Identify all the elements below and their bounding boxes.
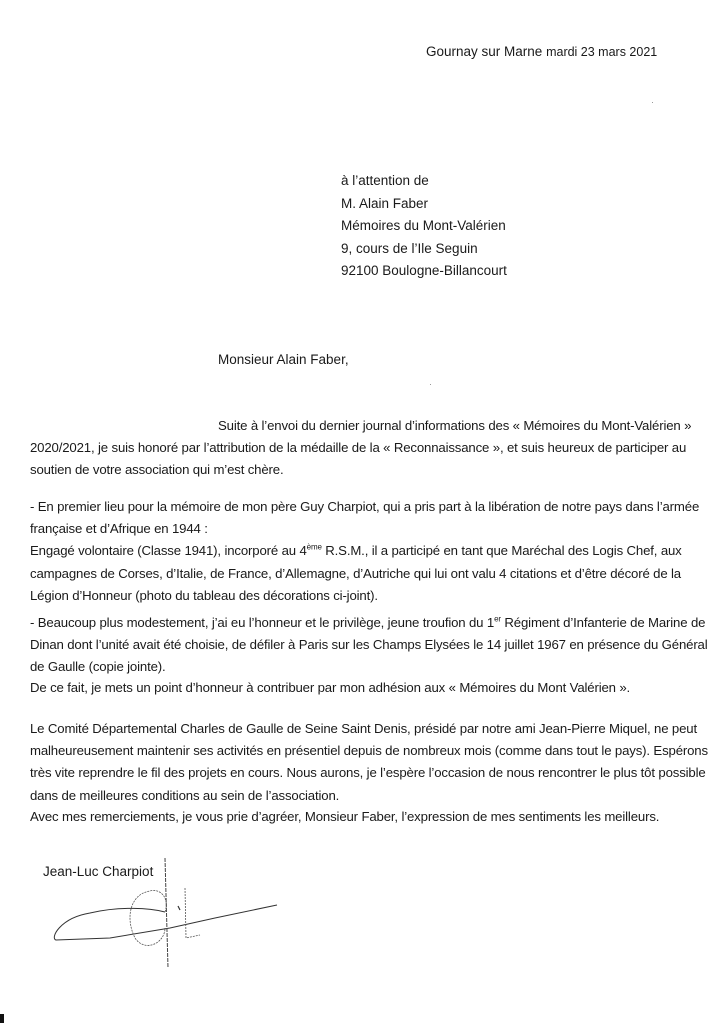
recipient-address [341,170,507,283]
superscript: er [494,614,501,624]
salutation: Monsieur Alain Faber, [218,352,349,367]
paragraph-closing: Avec mes remerciements, je vous prie d’agréer, Monsieur Faber, l’expression de mes sentiments les meilleurs. [30,809,660,824]
superscript: ème [306,543,322,553]
paragraph-self [30,612,710,679]
date: mardi 23 mars 2021 [546,45,658,59]
recipient-name: M. Alain Faber [341,195,429,211]
scan-speck [652,102,653,103]
attention-line: à l’attention de [341,173,429,188]
paragraph-committee: Le Comité Départemental Charles de Gaulle de Seine Saint Denis, présidé par notre ami Jean-Pierre Miquel, ne peut malheureusement maintenir ses activités en présentiel depuis de nombreux mois (comme dans tout le pays). Espérons très vite reprendre le fil des projets en cours. Nous aurons, je l’espère l’occasion de nous rencontrer le plus tôt possible dans de meilleures conditions au sein de l’association. [30,721,708,803]
text: R.S.M., il a participé en tant que Maréchal des Logis Chef, aux campagnes de Corses, d’Italie, de France, d’Allemagne, d’Autriche qui lui ont valu 4 citations et d’être décoré de la Légion d’Honneur (photo du tableau des décorations ci-joint). [30,543,682,603]
scan-corner-mark [0,1014,4,1023]
text: - Beaucoup plus modestement, j’ai eu l’honneur et le privilège, jeune troufion du 1 [30,615,495,630]
paragraph-father [30,496,710,607]
text: Régiment d’Infanterie de Marine de Dinan dont l’unité avait été choisie, de défiler à Paris sur les Champs Elysées le 14 juillet 1967 en présence du Général de Gaulle (copie jointe). [30,615,708,675]
place: Gournay sur Marne [426,44,543,59]
signatory-name: Jean-Luc Charpiot [43,864,154,879]
recipient-street: 9, cours de l’Ile Seguin [341,240,478,256]
recipient-organization: Mémoires du Mont-Valérien [341,218,506,233]
paragraph-intro [30,415,710,482]
paragraph-father-service [30,540,710,607]
recipient-city: 92100 Boulogne-Billancourt [341,263,507,278]
paragraph-father-intro: - En premier lieu pour la mémoire de mon père Guy Charpiot, qui a pris part à la libération de notre pays dans l’armée française et d’Afrique en 1944 : [30,499,700,537]
place-and-date [426,44,657,59]
text: Engagé volontaire (Classe 1941), incorporé au 4 [30,543,307,559]
scan-speck [430,384,431,385]
handwritten-signature [50,858,290,978]
paragraph-intro-text: Suite à l’envoi du dernier journal d’informations des « Mémoires du Mont-Valérien » 2020/2021, je suis honoré par l’attribution de la médaille de la « Reconnaissance », et suis heureux de participer au soutien de votre association qui m’est chère. [30,418,692,478]
paragraph-membership: De ce fait, je mets un point d’honneur à contribuer par mon adhésion aux « Mémoires du Mont Valérien ». [30,680,631,695]
